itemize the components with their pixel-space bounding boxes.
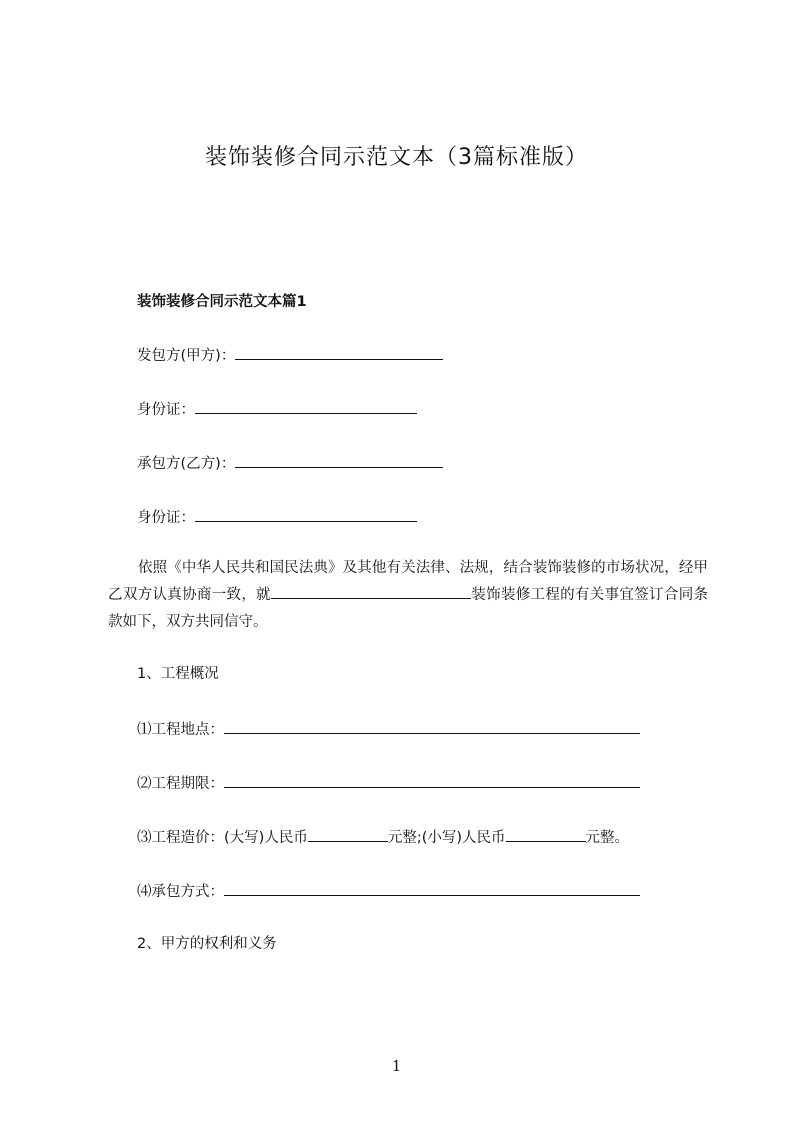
item1-heading-text: 1、工程概况: [137, 666, 219, 682]
cost-lowercase-blank: [506, 827, 586, 842]
intro-text-part2: 装饰装修工程的有关事宜签订合同条款如下，双方共同信守。: [108, 587, 709, 630]
party-b-id-line: [137, 507, 417, 527]
project-cost-label: ⑶工程造价：(大写)人民币: [137, 830, 308, 846]
party-a-label: 发包方(甲方)：: [137, 348, 236, 364]
project-cost-end: 元整。: [585, 830, 630, 846]
party-a-id-label: 身份证：: [137, 402, 195, 418]
intro-text-part1: 依照《中华人民共和国民法典》及其他有关法律、法规，结合装饰装修的市场状况，经甲乙双方认真协商一致，就: [108, 560, 708, 603]
party-a-line: [137, 345, 443, 365]
document-title: 装饰装修合同示范文本（3篇标准版）: [205, 145, 588, 170]
party-b-blank: [235, 453, 443, 468]
item1-heading: [137, 665, 219, 683]
project-location-line: [137, 719, 640, 739]
page-number: 1: [391, 1057, 402, 1075]
project-period-label: ⑵工程期限：: [137, 776, 224, 792]
project-cost-line: [137, 827, 629, 847]
project-name-blank: [271, 584, 471, 599]
contract-method-blank: [224, 881, 640, 896]
project-period-blank: [224, 773, 640, 788]
item2-heading-text: 2、甲方的权利和义务: [137, 936, 277, 952]
project-location-blank: [224, 719, 640, 734]
project-cost-mid: 元整;(小写)人民币: [387, 830, 506, 846]
party-b-id-blank: [195, 507, 417, 522]
party-b-label: 承包方(乙方)：: [137, 456, 236, 472]
item2-heading: [137, 935, 277, 953]
party-b-line: [137, 453, 443, 473]
party-b-id-label: 身份证：: [137, 510, 195, 526]
contract-method-line: [137, 881, 640, 901]
cost-uppercase-blank: [308, 827, 388, 842]
project-location-label: ⑴工程地点：: [137, 722, 224, 738]
section-heading: 装饰装修合同示范文本篇1: [137, 294, 307, 310]
party-a-blank: [235, 345, 443, 360]
contract-method-label: ⑷承包方式：: [137, 884, 224, 900]
project-period-line: [137, 773, 640, 793]
party-a-id-line: [137, 399, 417, 419]
intro-paragraph: [108, 555, 708, 636]
party-a-id-blank: [195, 399, 417, 414]
